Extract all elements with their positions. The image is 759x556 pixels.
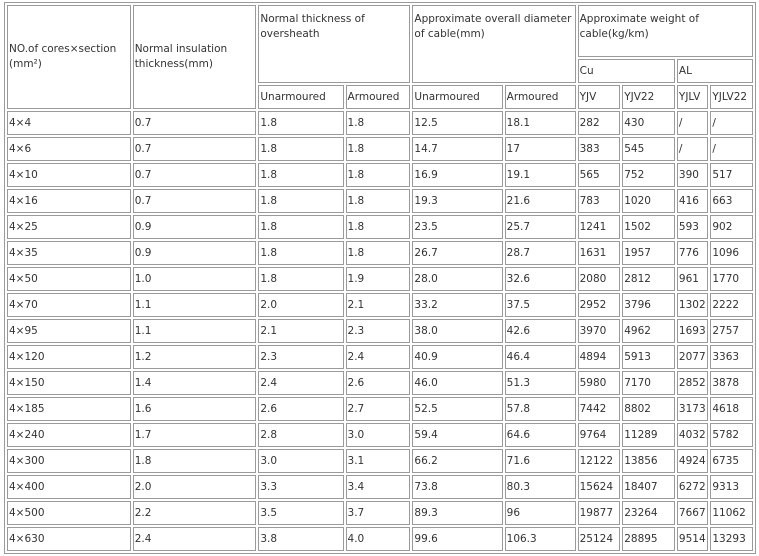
cable-spec-table (4, 2, 756, 554)
table-cell: 2222 (710, 293, 753, 317)
table-cell: 28895 (622, 527, 675, 551)
table-cell: 59.4 (412, 423, 502, 447)
table-cell: 4×25 (7, 215, 131, 239)
table-cell: 18407 (622, 475, 675, 499)
table-cell: 0.9 (133, 215, 257, 239)
table-cell: 51.3 (505, 371, 576, 395)
table-cell: 2.6 (258, 397, 343, 421)
table-cell: 37.5 (505, 293, 576, 317)
table-cell: 52.5 (412, 397, 502, 421)
table-cell: 2.8 (258, 423, 343, 447)
header-oversheath-unarmoured: Unarmoured (258, 85, 343, 109)
table-cell: 1.8 (346, 137, 411, 161)
table-cell: 1.4 (133, 371, 257, 395)
table-cell: 73.8 (412, 475, 502, 499)
table-cell: 4×95 (7, 319, 131, 343)
header-diameter: Approximate overall diameter of cable(mm) (412, 5, 575, 83)
table-cell: 1.8 (258, 137, 343, 161)
table-cell: 19877 (578, 501, 621, 525)
table-cell: 390 (677, 163, 708, 187)
table-cell: 9514 (677, 527, 708, 551)
table-cell: 663 (710, 189, 753, 213)
table-cell: 12.5 (412, 111, 502, 135)
table-cell: 4×4 (7, 111, 131, 135)
table-cell: 1.1 (133, 293, 257, 317)
table-cell: 383 (578, 137, 621, 161)
table-cell: 11289 (622, 423, 675, 447)
header-diameter-armoured: Armoured (505, 85, 576, 109)
table-cell: 5913 (622, 345, 675, 369)
table-cell: 1631 (578, 241, 621, 265)
table-row (7, 241, 753, 265)
table-cell: 4×150 (7, 371, 131, 395)
table-row (7, 475, 753, 499)
table-cell: 25124 (578, 527, 621, 551)
header-al: AL (677, 59, 753, 83)
table-cell: 3878 (710, 371, 753, 395)
table-cell: 1.8 (133, 449, 257, 473)
header-yjlv22: YJLV22 (710, 85, 753, 109)
table-body (7, 5, 753, 551)
table-cell: 2.0 (258, 293, 343, 317)
table-cell: 0.7 (133, 111, 257, 135)
table-cell: 4894 (578, 345, 621, 369)
table-cell: 89.3 (412, 501, 502, 525)
table-cell: 4×400 (7, 475, 131, 499)
table-cell: 80.3 (505, 475, 576, 499)
table-cell: 1.8 (346, 189, 411, 213)
table-cell: 961 (677, 267, 708, 291)
table-cell: 18.1 (505, 111, 576, 135)
table-cell: 26.7 (412, 241, 502, 265)
table-cell: 13856 (622, 449, 675, 473)
table-cell: 2812 (622, 267, 675, 291)
table-cell: 3173 (677, 397, 708, 421)
table-cell: 0.7 (133, 137, 257, 161)
header-insulation: Normal insulation thickness(mm) (133, 5, 257, 109)
table-cell: 3.4 (346, 475, 411, 499)
table-cell: 99.6 (412, 527, 502, 551)
table-cell: 25.7 (505, 215, 576, 239)
table-cell: 28.7 (505, 241, 576, 265)
table-cell: 1.1 (133, 319, 257, 343)
table-row (7, 501, 753, 525)
table-cell: 42.6 (505, 319, 576, 343)
table-cell: / (710, 137, 753, 161)
header-yjv: YJV (578, 85, 621, 109)
table-cell: 11062 (710, 501, 753, 525)
table-row (7, 371, 753, 395)
table-row (7, 215, 753, 239)
table-cell: 5782 (710, 423, 753, 447)
table-cell: 3796 (622, 293, 675, 317)
table-cell: 7170 (622, 371, 675, 395)
table-cell: 3970 (578, 319, 621, 343)
table-cell: 2757 (710, 319, 753, 343)
table-cell: 7442 (578, 397, 621, 421)
table-cell: 4×6 (7, 137, 131, 161)
table-cell: 21.6 (505, 189, 576, 213)
table-row (7, 345, 753, 369)
table-cell: 46.4 (505, 345, 576, 369)
table-cell: 1.9 (346, 267, 411, 291)
table-cell: 71.6 (505, 449, 576, 473)
table-cell: 19.3 (412, 189, 502, 213)
table-cell: / (677, 111, 708, 135)
table-cell: 4×185 (7, 397, 131, 421)
table-cell: 13293 (710, 527, 753, 551)
table-cell: 1.8 (346, 215, 411, 239)
table-cell: 2080 (578, 267, 621, 291)
table-cell: 1.7 (133, 423, 257, 447)
table-cell: 2.4 (346, 345, 411, 369)
table-cell: 2.3 (346, 319, 411, 343)
table-cell: 106.3 (505, 527, 576, 551)
table-cell: 4×240 (7, 423, 131, 447)
header-weight: Approximate weight of cable(kg/km) (578, 5, 753, 57)
table-cell: 4×500 (7, 501, 131, 525)
table-cell: 1502 (622, 215, 675, 239)
table-row (7, 527, 753, 551)
header-row-1 (7, 5, 753, 57)
table-cell: 2.2 (133, 501, 257, 525)
table-row (7, 397, 753, 421)
table-cell: 517 (710, 163, 753, 187)
table-cell: 19.1 (505, 163, 576, 187)
table-cell: 1693 (677, 319, 708, 343)
table-cell: 3.8 (258, 527, 343, 551)
table-cell: 33.2 (412, 293, 502, 317)
table-row (7, 449, 753, 473)
table-cell: 3363 (710, 345, 753, 369)
table-cell: 4×50 (7, 267, 131, 291)
table-cell: 3.3 (258, 475, 343, 499)
table-cell: 9313 (710, 475, 753, 499)
table-cell: 14.7 (412, 137, 502, 161)
table-cell: 1020 (622, 189, 675, 213)
table-cell: 4.0 (346, 527, 411, 551)
table-cell: 1.8 (258, 111, 343, 135)
table-cell: 6735 (710, 449, 753, 473)
table-cell: 1241 (578, 215, 621, 239)
table-cell: 2852 (677, 371, 708, 395)
table-cell: 2.3 (258, 345, 343, 369)
table-cell: 1.0 (133, 267, 257, 291)
table-cell: 1.8 (258, 215, 343, 239)
table-row (7, 423, 753, 447)
table-cell: 4×70 (7, 293, 131, 317)
table-cell: 17 (505, 137, 576, 161)
table-cell: 3.7 (346, 501, 411, 525)
table-cell: 16.9 (412, 163, 502, 187)
header-diameter-unarmoured: Unarmoured (412, 85, 502, 109)
table-cell: 23264 (622, 501, 675, 525)
table-row (7, 111, 753, 135)
table-cell: 4032 (677, 423, 708, 447)
table-cell: / (710, 111, 753, 135)
table-cell: 1.8 (346, 111, 411, 135)
table-cell: 46.0 (412, 371, 502, 395)
table-cell: 23.5 (412, 215, 502, 239)
header-yjlv: YJLV (677, 85, 708, 109)
table-cell: 1096 (710, 241, 753, 265)
table-cell: 4962 (622, 319, 675, 343)
table-cell: 1.2 (133, 345, 257, 369)
table-row (7, 319, 753, 343)
table-cell: 38.0 (412, 319, 502, 343)
table-row (7, 293, 753, 317)
table-cell: 2.7 (346, 397, 411, 421)
table-cell: 15624 (578, 475, 621, 499)
table-cell: 0.9 (133, 241, 257, 265)
table-cell: 783 (578, 189, 621, 213)
table-cell: 545 (622, 137, 675, 161)
table-cell: 4618 (710, 397, 753, 421)
table-cell: 1.8 (258, 163, 343, 187)
table-cell: 28.0 (412, 267, 502, 291)
table-cell: 776 (677, 241, 708, 265)
table-cell: 4×16 (7, 189, 131, 213)
table-cell: 1957 (622, 241, 675, 265)
table-cell: 4×10 (7, 163, 131, 187)
table-cell: 902 (710, 215, 753, 239)
header-cu: Cu (578, 59, 675, 83)
header-yjv22: YJV22 (622, 85, 675, 109)
table-cell: 0.7 (133, 189, 257, 213)
header-cores: NO.of cores×section (mm²) (7, 5, 131, 109)
table-cell: 3.5 (258, 501, 343, 525)
table-cell: 5980 (578, 371, 621, 395)
table-cell: 2.1 (346, 293, 411, 317)
table-cell: 64.6 (505, 423, 576, 447)
table-cell: 1.8 (258, 267, 343, 291)
table-cell: 2077 (677, 345, 708, 369)
table-cell: 3.0 (346, 423, 411, 447)
table-cell: 96 (505, 501, 576, 525)
table-cell: 8802 (622, 397, 675, 421)
header-oversheath: Normal thickness of oversheath (258, 5, 410, 83)
table-cell: 7667 (677, 501, 708, 525)
table-cell: 57.8 (505, 397, 576, 421)
table-cell: 593 (677, 215, 708, 239)
table-cell: / (677, 137, 708, 161)
table-cell: 12122 (578, 449, 621, 473)
table-cell: 1.8 (346, 163, 411, 187)
table-cell: 9764 (578, 423, 621, 447)
table-cell: 1.6 (133, 397, 257, 421)
table-cell: 32.6 (505, 267, 576, 291)
table-cell: 2.4 (133, 527, 257, 551)
table-cell: 1.8 (346, 241, 411, 265)
table-cell: 2.4 (258, 371, 343, 395)
table-row (7, 189, 753, 213)
table-cell: 752 (622, 163, 675, 187)
table-cell: 4×630 (7, 527, 131, 551)
table-cell: 1770 (710, 267, 753, 291)
table-cell: 282 (578, 111, 621, 135)
table-row (7, 267, 753, 291)
table-cell: 66.2 (412, 449, 502, 473)
table-row (7, 137, 753, 161)
table-cell: 40.9 (412, 345, 502, 369)
table-cell: 2.0 (133, 475, 257, 499)
table-cell: 0.7 (133, 163, 257, 187)
table-cell: 565 (578, 163, 621, 187)
table-cell: 430 (622, 111, 675, 135)
table-cell: 1.8 (258, 189, 343, 213)
table-cell: 1302 (677, 293, 708, 317)
header-oversheath-armoured: Armoured (346, 85, 411, 109)
table-cell: 2.1 (258, 319, 343, 343)
table-cell: 4924 (677, 449, 708, 473)
table-cell: 3.1 (346, 449, 411, 473)
table-cell: 416 (677, 189, 708, 213)
table-cell: 2.6 (346, 371, 411, 395)
table-row (7, 163, 753, 187)
table-cell: 2952 (578, 293, 621, 317)
table-cell: 4×120 (7, 345, 131, 369)
table-cell: 4×300 (7, 449, 131, 473)
table-cell: 6272 (677, 475, 708, 499)
table-cell: 1.8 (258, 241, 343, 265)
table-cell: 4×35 (7, 241, 131, 265)
table-cell: 3.0 (258, 449, 343, 473)
cable-spec-table-container (4, 2, 756, 554)
